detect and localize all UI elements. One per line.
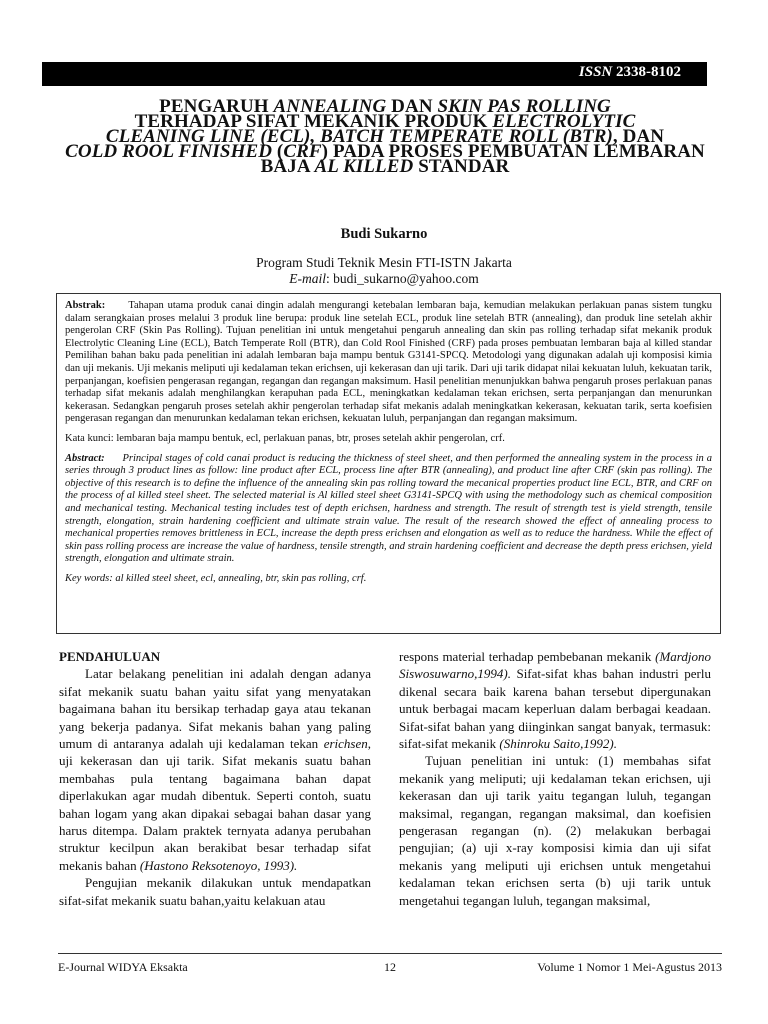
footer-divider bbox=[58, 953, 722, 954]
issn-label: ISSN 2338-8102 bbox=[578, 64, 681, 80]
paper-title: PENGARUH ANNEALING DAN SKIN PAS ROLLING TERHADAP SIFAT MEKANIK PRODUK ELECTROLYTIC CLEANING LINE (ECL), BATCH TEMPERATE ROLL (BTR), DAN COLD ROOL FINISHED (CRF) PADA PROSES PEMBUATAN LEMBARAN BAJA AL KILLED STANDAR bbox=[65, 96, 705, 177]
keywords-english: Key words: al killed steel sheet, ecl, annealing, btr, skin pas rolling, crf. bbox=[65, 572, 367, 584]
paragraph: Pengujian mekanik dilakukan untuk mendapatkan sifat-sifat mekanik suatu bahan,yaitu kelakuan atau bbox=[59, 875, 371, 908]
issn-header-bar bbox=[42, 62, 707, 86]
affiliation-email: E-mail: budi_sukarno@yahoo.com bbox=[289, 271, 479, 286]
affiliation-program: Program Studi Teknik Mesin FTI-ISTN Jakarta bbox=[256, 255, 512, 270]
body-column-left bbox=[59, 648, 371, 909]
abstract-english: Abstract: Principal stages of cold canai product is reducing the thickness of steel sheet, and then performed the annealing system in the process in a series through 3 product lines as follow: line product after ECL, process line after BTR (annealing), and product line after CRF (skin pas rolling). The objective of this research is to define the influence of the annealing skin pas rolling toward the mecanical properties product line ECL, BTR, and CRF on the process of al killed steel sheet. The selected material is Al killed steel sheet G3141-SPCQ with using the methodology such as chemical composition and mechanical testing. Mechanical testing includes test of depth erichsen, hardness and strength. The result of strength test is yield strength, tensile strength, elongation, strain hardening coefficient and ultimate strain value. The result of the research showed the effect of annealing process to mechanical properties removes brittleness in ECL, increase the depth press erichsen and elongation as well as to reduce the hardness. While the effect of skin pass rolling process are increase the value of hardness, tensile strength, and strain hardening coefficient and decrease the depth press erichsen, yield strength, elongation and ultimate strain. bbox=[65, 452, 713, 565]
keywords-indonesian: Kata kunci: lembaran baja mampu bentuk, ecl, perlakuan panas, btr, proses setelah akhir pengerolan, crf. bbox=[65, 432, 505, 444]
paragraph: Tujuan penelitian ini untuk: (1) membahas sifat mekanik yang meliputi; uji kedalaman tekan erichsen, uji kekerasan dan uji tarik yaitu tegangan luluh, tegangan maksimal, regangan, regangan maksimal, dan koefisien pengerasan regangan (n). (2) melakukan berbagai pengujian; (a) uji x-ray komposisi kimia dan uji sifat mekanis yang meliputi uji erichsen untuk mengetahui kedalaman tekan erichsen serta (b) uji tarik untuk mengetahui tegangan luluh, tegangan maksimal, bbox=[399, 753, 711, 908]
abstract-box bbox=[56, 293, 721, 634]
paragraph: Latar belakang penelitian ini adalah dengan adanya sifat mekanik suatu bahan yaitu sifat yang menyatakan bagaimana bahan itu bersikap terhadap gaya atau tekanan yang bekerja padanya. Sifat mekanis bahan yang paling umum di antaranya adalah uji kedalaman tekan erichsen, uji kekerasan dan uji tarik. Sifat mekanis suatu bahan membahas pula tentang bagaimana bahan dapat diperlakukan agar mudah dibentuk. Seperti contoh, suatu bahan logam yang akan dipakai sebagai bahan dasar yang harus ditempa. Dalam praktek ternyata adanya perubahan struktur kecilpun akan berakibat besar terhadap sifat mekanis bahan (Hastono Reksotenoyo, 1993). bbox=[59, 666, 371, 873]
author-name: Budi Sukarno bbox=[340, 226, 428, 242]
abstract-indonesian: Abstrak: Tahapan utama produk canai dingin adalah mengurangi ketebalan lembaran baja, kemudian melakukan perlakuan panas sistem tungku dalam serangkaian proses melalui 3 produk line berupa: produk line setelah ECL, produk line setelah BTR (annealing), dan produk line setelah akhir pengerolan CRF (Skin Pas Rolling). Tujuan penelitian ini untuk mengetahui pengaruh annealing dan skin pas rolling terhadap sifat mekanik produk Electrolytic Cleaning Line (ECL), Batch Temperate Roll (BTR), dan Cold Rool Finished (CRF) pada proses pembuatan lembaran baja al killed standar Pemilihan bahan baku pada penelitian ini adalah lembaran baja mampu bentuk G3141-SPCQ. Metodologi yang digunakan adalah uji komposisi kimia dan uji mekanis. Uji mekanis meliputi uji kedalaman tekan erichsen, uji kekerasan dan uji tarik. Dari uji tarik didapat nilai kekuatan luluh, kekuatan tarik, perpanjangan, koefisien pengerasan regangan, regangan dan regangan maksimum. Hasil penelitian menunjukkan bahwa pengaruh proses perlakuan panas terhadap sifat mekanis adalah menghilangkan kerapuhan pada ECL, meningkatkan kedalaman tekan erichsen, serta perpanjangan dan menurunkan kekerasan. Sedangkan pengaruh proses setelah akhir pengerolan terhadap sifat mekanis adalah meningkatkan kekerasan, kekuatan tarik, serta koefisien pengerasan regangan dan menurunkan kedalaman tekan erichsen, kekuatan luluh, perpanjangan dan regangan maksimum. bbox=[65, 300, 713, 425]
footer-journal: E-Journal WIDYA Eksakta bbox=[58, 960, 188, 974]
page-number: 12 bbox=[384, 960, 396, 974]
paragraph: respons material terhadap pembebanan mekanik (Mardjono Siswosuwarno,1994). Sifat-sifat khas bahan industri perlu dikenal secara baik karena bahan tersebut dipergunakan untuk berbagai macam keperluan dalam berbagai keadaan. Sifat-sifat bahan yang diinginkan sangat banyak, termasuk: sifat-sifat mekanik (Shinroku Saito,1992). bbox=[399, 649, 711, 752]
body-column-right bbox=[399, 648, 711, 909]
affiliation bbox=[0, 255, 768, 287]
section-heading: PENDAHULUAN bbox=[59, 649, 161, 664]
footer-volume: Volume 1 Nomor 1 Mei-Agustus 2013 bbox=[537, 960, 722, 974]
